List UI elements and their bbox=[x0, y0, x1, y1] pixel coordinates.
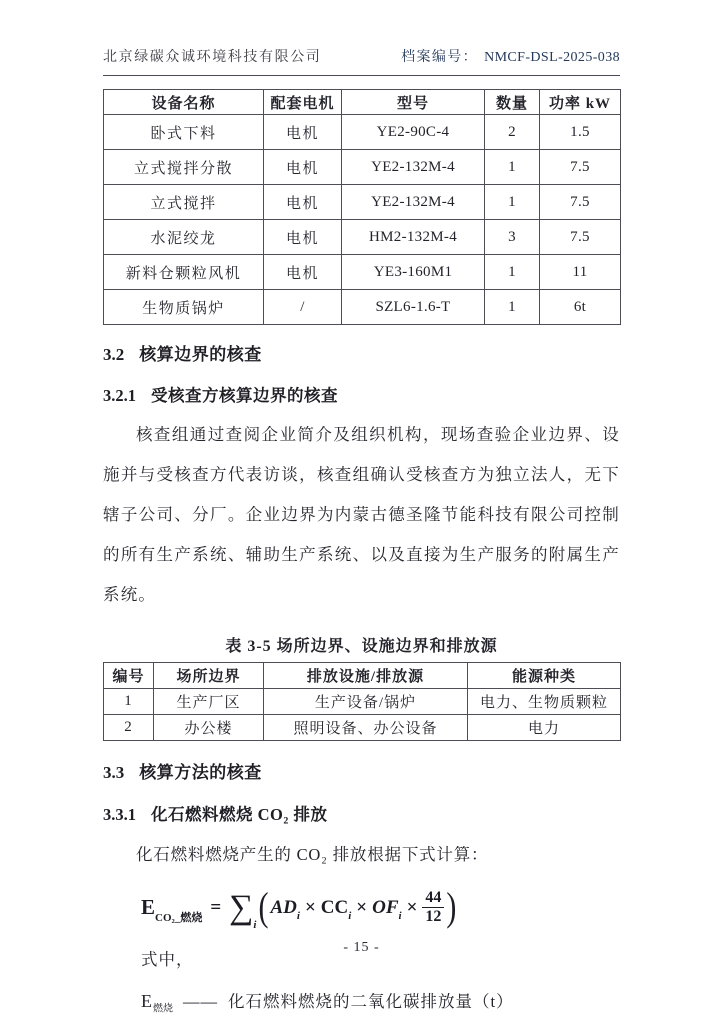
table-cell: YE2-90C-4 bbox=[342, 115, 485, 150]
formula-lhs-subscript: CO₂_燃烧 bbox=[155, 912, 203, 924]
col-header: 数量 bbox=[485, 90, 540, 115]
times-sign: × bbox=[406, 896, 418, 918]
term-symbol: CC bbox=[320, 896, 349, 918]
section-title: 核算边界的核查 bbox=[139, 345, 262, 364]
table-cell: 电机 bbox=[264, 115, 342, 150]
table-row bbox=[104, 185, 621, 220]
definition-symbol bbox=[141, 991, 173, 1015]
formula-lhs bbox=[141, 895, 203, 924]
file-number-label: 档案编号： bbox=[401, 50, 479, 65]
header-company-name: 北京绿碳众诚环境科技有限公司 bbox=[103, 50, 322, 65]
fraction-denominator: 12 bbox=[422, 907, 444, 926]
fraction-numerator: 44 bbox=[425, 889, 442, 907]
table-cell: 电机 bbox=[264, 220, 342, 255]
page-number: - 15 - bbox=[343, 940, 380, 955]
col-header: 排放设施/排放源 bbox=[264, 663, 468, 689]
term-symbol: OF bbox=[372, 896, 399, 918]
term-subscript: i bbox=[348, 909, 352, 922]
table-cell: 3 bbox=[485, 220, 540, 255]
table-cell: 生产厂区 bbox=[154, 689, 264, 715]
table-cell: SZL6-1.6-T bbox=[342, 290, 485, 325]
table-cell: 卧式下料 bbox=[104, 115, 264, 150]
term-symbol: AD bbox=[270, 896, 297, 918]
co2-combustion-formula bbox=[141, 882, 620, 934]
term-AD bbox=[270, 896, 300, 922]
table-cell: HM2-132M-4 bbox=[342, 220, 485, 255]
table-cell: 1 bbox=[485, 290, 540, 325]
table-header-row bbox=[104, 90, 621, 115]
table-cell: 照明设备、办公设备 bbox=[264, 715, 468, 741]
table-cell: 7.5 bbox=[540, 185, 621, 220]
table-cell: 电机 bbox=[264, 255, 342, 290]
definition-symbol-subscript: 燃烧 bbox=[153, 1003, 173, 1015]
table-cell: 立式搅拌 bbox=[104, 185, 264, 220]
symbol-definition bbox=[141, 988, 620, 1015]
definition-dash: —— bbox=[183, 991, 218, 1011]
page-header bbox=[103, 46, 620, 76]
table-cell: / bbox=[264, 290, 342, 325]
boundary-table bbox=[103, 662, 621, 741]
table-cell: 生产设备/锅炉 bbox=[264, 689, 468, 715]
section-title: 受核查方核算边界的核查 bbox=[151, 386, 338, 405]
term-OF bbox=[372, 896, 402, 922]
table-row bbox=[104, 290, 621, 325]
table-row bbox=[104, 115, 621, 150]
term-CC bbox=[320, 896, 352, 922]
table-cell: 2 bbox=[104, 715, 154, 741]
equipment-table bbox=[103, 89, 621, 325]
section-number: 3.3 bbox=[103, 763, 125, 782]
table-cell: 办公楼 bbox=[154, 715, 264, 741]
definition-text: 化石燃料燃烧的二氧化碳排放量（t） bbox=[228, 991, 514, 1011]
col-header: 设备名称 bbox=[104, 90, 264, 115]
header-file-number bbox=[401, 46, 620, 66]
table-row bbox=[104, 220, 621, 255]
table-cell: 1 bbox=[485, 150, 540, 185]
times-sign: × bbox=[356, 896, 368, 918]
table-3-5-caption: 表 3-5 场所边界、设施边界和排放源 bbox=[225, 638, 498, 655]
formula-intro: 化石燃料燃烧产生的 CO₂ 排放根据下式计算： bbox=[136, 845, 489, 864]
col-header: 场所边界 bbox=[154, 663, 264, 689]
boundary-paragraph: 核查组通过查阅企业简介及组织机构，现场查验企业边界、设施并与受核查方代表访谈，核查组确认受核查方为独立法人，无下辖子公司、分厂。企业边界为内蒙古德圣隆节能科技有限公司控制的所有生产系统、辅助生产系统、以及直接为生产服务的附属生产系统。 bbox=[103, 425, 620, 604]
summation-index: i bbox=[253, 918, 257, 931]
section-heading-3-2 bbox=[103, 340, 620, 365]
table-cell: 1 bbox=[485, 185, 540, 220]
table-cell: 电力、生物质颗粒 bbox=[468, 689, 621, 715]
formula-symbol-E: E bbox=[141, 895, 156, 919]
where-label: 式中， bbox=[141, 949, 194, 969]
table-cell: 1 bbox=[104, 689, 154, 715]
term-subscript: i bbox=[296, 909, 300, 922]
table-cell: 6t bbox=[540, 290, 621, 325]
col-header: 型号 bbox=[342, 90, 485, 115]
equals-sign: = bbox=[210, 896, 222, 918]
term-subscript: i bbox=[398, 909, 402, 922]
col-header: 编号 bbox=[104, 663, 154, 689]
col-header: 功率 kW bbox=[540, 90, 621, 115]
table-row bbox=[104, 150, 621, 185]
table-cell: 新料仓颗粒风机 bbox=[104, 255, 264, 290]
section-number: 3.2 bbox=[103, 345, 125, 364]
table-cell: 11 bbox=[540, 255, 621, 290]
table-cell: 2 bbox=[485, 115, 540, 150]
table-row bbox=[104, 689, 621, 715]
table-cell: YE2-132M-4 bbox=[342, 150, 485, 185]
section-number: 3.3.1 bbox=[103, 805, 136, 824]
fraction-44-12 bbox=[422, 889, 444, 925]
section-heading-3-3 bbox=[103, 758, 620, 783]
table-row bbox=[104, 255, 621, 290]
table-cell: 1 bbox=[485, 255, 540, 290]
definition-symbol-base: E bbox=[141, 990, 153, 1011]
sigma-icon: ∑ bbox=[229, 888, 254, 926]
right-paren: ) bbox=[446, 884, 457, 930]
col-header: 配套电机 bbox=[264, 90, 342, 115]
times-sign: × bbox=[304, 896, 316, 918]
table-cell: 生物质锅炉 bbox=[104, 290, 264, 325]
table-row bbox=[104, 715, 621, 741]
section-heading-3-2-1 bbox=[103, 382, 620, 406]
col-header: 能源种类 bbox=[468, 663, 621, 689]
table-cell: 电机 bbox=[264, 150, 342, 185]
table-cell: 水泥绞龙 bbox=[104, 220, 264, 255]
table-cell: YE2-132M-4 bbox=[342, 185, 485, 220]
table-cell: 电机 bbox=[264, 185, 342, 220]
section-title: 核算方法的核查 bbox=[139, 763, 262, 782]
section-heading-3-3-1 bbox=[103, 801, 620, 825]
section-title: 化石燃料燃烧 CO₂ 排放 bbox=[151, 805, 328, 824]
table-cell: 1.5 bbox=[540, 115, 621, 150]
table-cell: 7.5 bbox=[540, 220, 621, 255]
file-number-value: NMCF-DSL-2025-038 bbox=[484, 50, 620, 65]
section-number: 3.2.1 bbox=[103, 386, 136, 405]
table-header-row bbox=[104, 663, 621, 689]
table-cell: 电力 bbox=[468, 715, 621, 741]
table-cell: 立式搅拌分散 bbox=[104, 150, 264, 185]
table-cell: YE3-160M1 bbox=[342, 255, 485, 290]
summation bbox=[229, 888, 257, 931]
table-cell: 7.5 bbox=[540, 150, 621, 185]
left-paren: ( bbox=[258, 884, 269, 930]
